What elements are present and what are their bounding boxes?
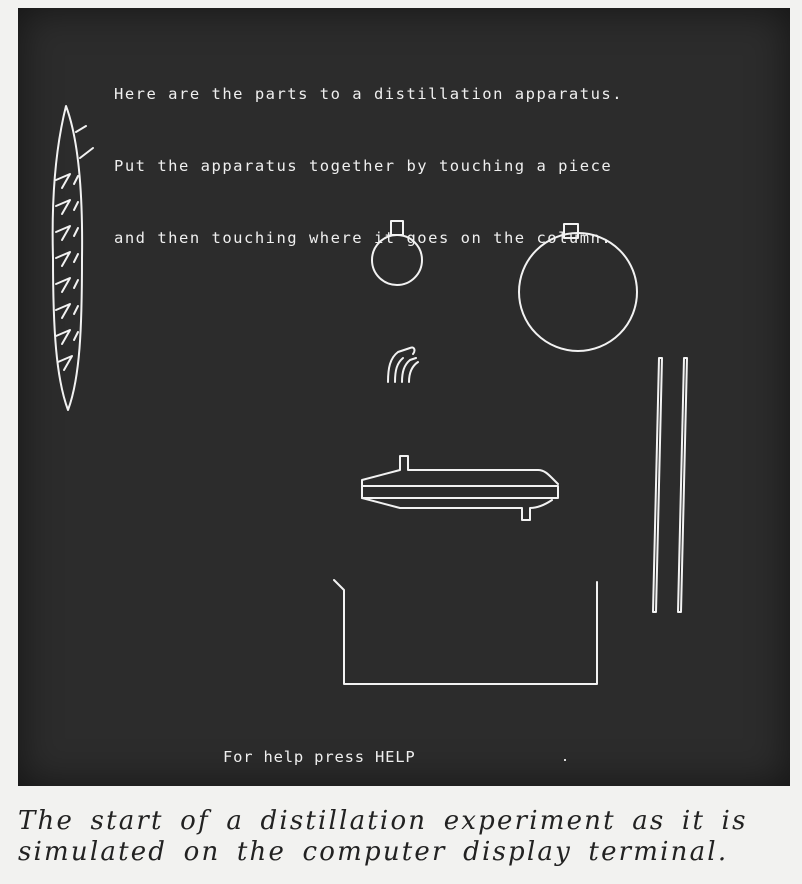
caption-line-2: simulated on the computer display terminal. — [18, 837, 729, 867]
figure-caption — [18, 806, 790, 868]
instruction-line-3: and then touching where it goes on the column. — [114, 229, 613, 247]
fractionating-column-icon[interactable] — [53, 106, 93, 410]
help-prompt: For help press HELP — [223, 748, 416, 766]
beaker-icon[interactable] — [334, 580, 597, 684]
condenser-icon[interactable] — [362, 456, 558, 520]
apparatus-parts — [18, 8, 790, 786]
large-round-flask-icon[interactable] — [519, 224, 637, 351]
adapter-icon[interactable] — [388, 347, 418, 382]
instruction-line-2: Put the apparatus together by touching a piece — [114, 157, 613, 175]
screen-dot — [564, 759, 566, 761]
small-round-flask-icon[interactable] — [372, 221, 422, 285]
terminal-screen — [18, 8, 790, 786]
tubes-icon[interactable] — [653, 358, 687, 612]
instruction-line-1: Here are the parts to a distillation apparatus. — [114, 85, 624, 103]
caption-line-1: The start of a distillation experiment as it is — [18, 806, 748, 836]
